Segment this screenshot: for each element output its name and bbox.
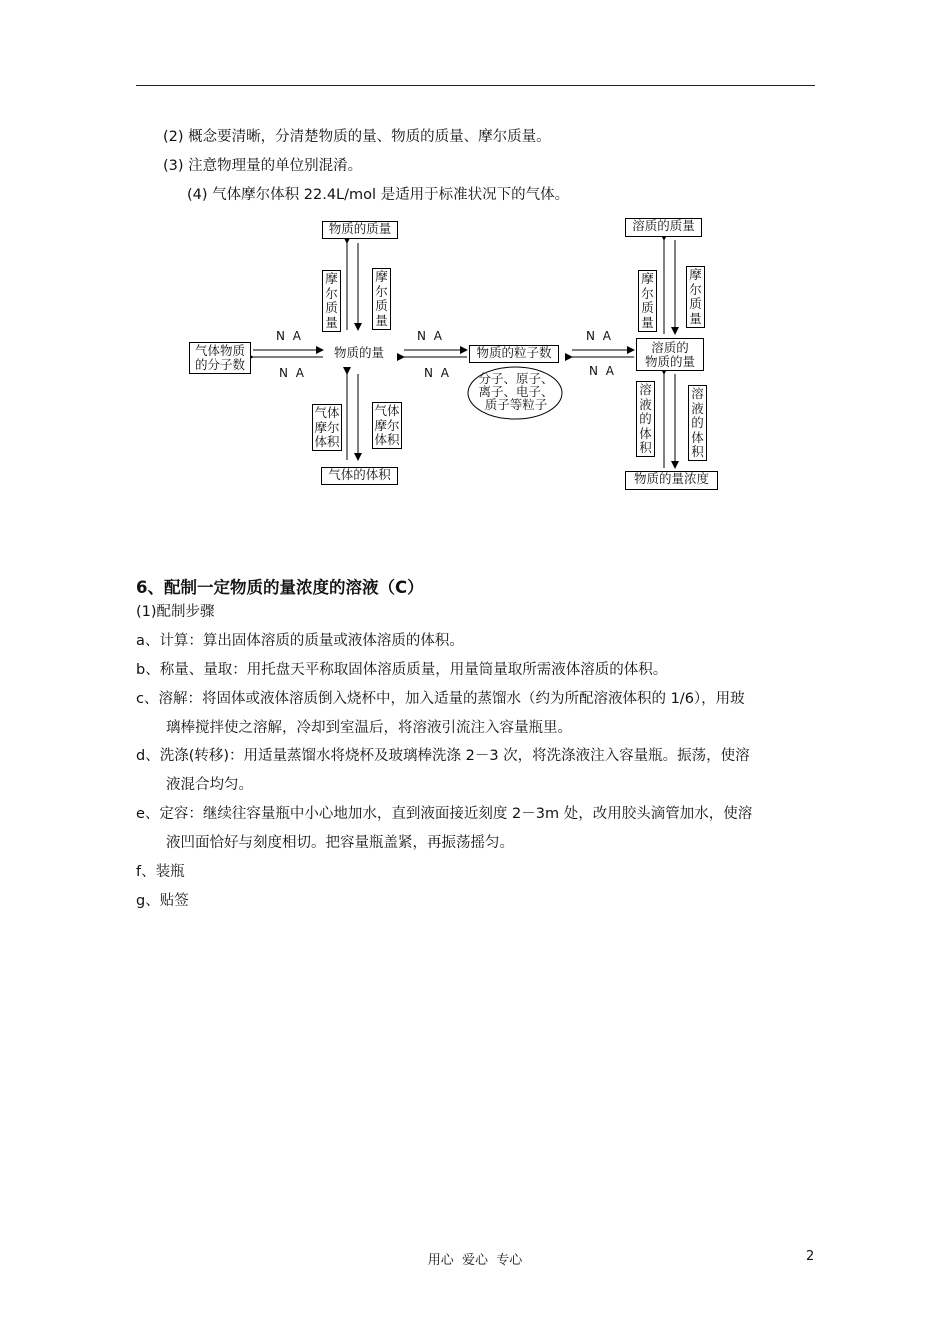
step-d-line1: d、洗涤(转移)：用适量蒸馏水将烧杯及玻璃棒洗涤 2－3 次，将洗涤液注入容量瓶。振荡，使溶: [136, 748, 750, 764]
particle-types: [470, 372, 562, 411]
gas-molecules-line2: 的分子数: [194, 357, 245, 372]
particle-types-line2: 离子、电子、: [478, 384, 554, 399]
note-4: (4) 气体摩尔体积 22.4L/mol 是适用于标准状况下的气体。: [187, 187, 570, 203]
mass-box: 物质的质量: [322, 221, 398, 239]
na-label-1-top: N A: [276, 329, 303, 343]
solute-molar-mass-left-box: 摩尔质量: [638, 270, 657, 332]
molar-volume-right-box: [372, 402, 402, 449]
step-g: g、贴签: [136, 893, 189, 909]
gas-volume-box: 气体的体积: [321, 467, 398, 485]
step-e-line1: e、定容：继续往容量瓶中小心地加水，直到液面接近刻度 2－3m 处，改用胶头滴管加水，使溶: [136, 806, 753, 822]
step-c-line2: 璃棒搅拌使之溶解，冷却到室温后，将溶液引流注入容量瓶里。: [166, 720, 572, 736]
step-b: b、称量、量取：用托盘天平称取固体溶质质量，用量筒量取所需液体溶质的体积。: [136, 662, 668, 678]
solution-volume-left-box: 溶液的体积: [636, 381, 655, 457]
molar-mass-right-box: 摩尔质量: [372, 268, 391, 330]
na-label-1-bottom: N A: [279, 366, 306, 380]
note-2: (2) 概念要清晰，分清楚物质的量、物质的质量、摩尔质量。: [163, 129, 551, 145]
molar-volume-right-text: 气体摩尔体积: [374, 403, 400, 447]
step-c-line1: c、溶解：将固体或液体溶质倒入烧杯中，加入适量的蒸馏水（约为所配溶液体积的 1/6），用玻: [136, 691, 745, 707]
solute-amount-box: [636, 338, 704, 371]
na-label-2-bottom: N A: [424, 366, 451, 380]
diagram-arrows: [0, 0, 950, 560]
note-3: (3) 注意物理量的单位别混淆。: [163, 158, 363, 174]
gas-molecules-line1: 气体物质: [194, 343, 245, 358]
amount-node: 物质的量: [333, 345, 384, 360]
molar-volume-left-text: 气体摩尔体积: [314, 405, 340, 449]
molar-volume-left-box: [312, 404, 342, 451]
na-label-2-top: N A: [417, 329, 444, 343]
solute-mass-box: 溶质的质量: [625, 218, 702, 237]
section-title: 6、配制一定物质的量浓度的溶液（C）: [136, 578, 424, 597]
gas-molecules-box: [189, 342, 251, 374]
na-label-3-top: N A: [586, 329, 613, 343]
particle-types-line3: 质子等粒子: [484, 397, 548, 412]
step-a: a、计算：算出固体溶质的质量或液体溶质的体积。: [136, 633, 464, 649]
particles-box: 物质的粒子数: [469, 345, 559, 363]
molar-mass-left-box: 摩尔质量: [322, 270, 341, 332]
solute-molar-mass-right-box: 摩尔质量: [686, 266, 705, 328]
solute-amount-line1: 溶质的: [651, 340, 689, 355]
steps-title: (1)配制步骤: [136, 604, 215, 620]
solute-amount-line2: 物质的量: [644, 354, 695, 369]
step-e-line2: 液凹面恰好与刻度相切。把容量瓶盖紧，再振荡摇匀。: [166, 835, 514, 851]
particle-types-line1: 分子、原子、: [478, 371, 554, 386]
page-number: 2: [806, 1249, 815, 1264]
solution-volume-right-box: 溶液的体积: [688, 385, 707, 461]
na-label-3-bottom: N A: [589, 364, 616, 378]
concentration-box: 物质的量浓度: [625, 471, 718, 490]
step-f: f、装瓶: [136, 864, 185, 880]
step-d-line2: 液混合均匀。: [166, 777, 253, 793]
footer-motto: 用心 爱心 专心: [427, 1253, 523, 1268]
